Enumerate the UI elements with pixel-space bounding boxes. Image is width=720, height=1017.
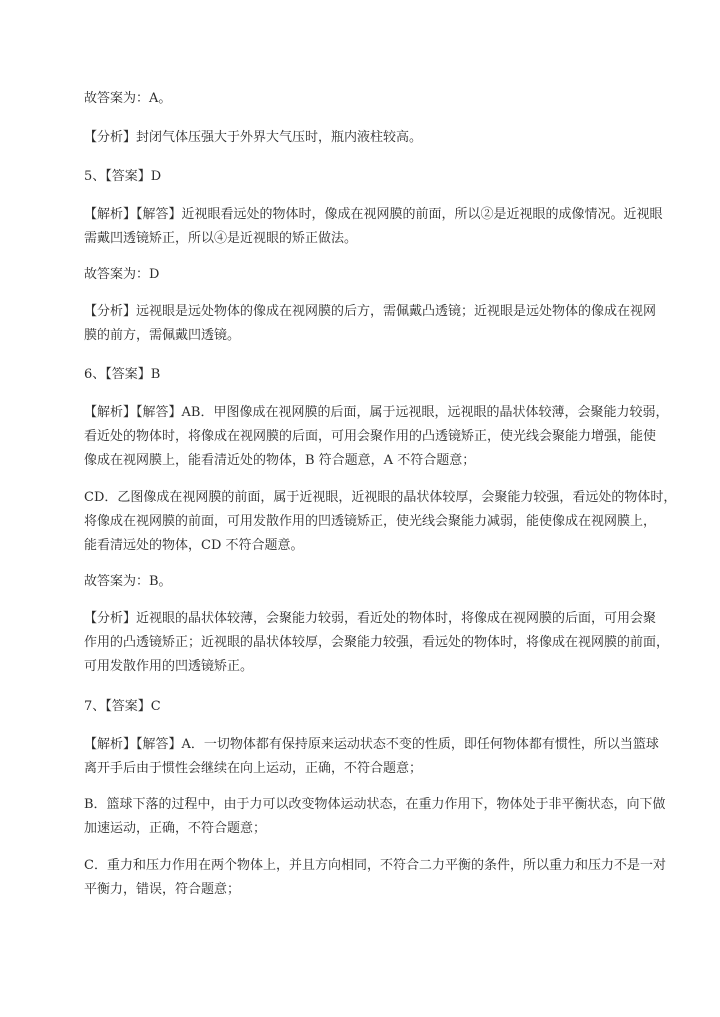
analysis-paragraph: [84, 300, 684, 348]
question-answer-heading: [84, 695, 684, 719]
text-line: 作用的凸透镜矫正；近视眼的晶状体较厚，会聚能力较强，看远处的物体时，将像成在视网膜的前面，: [84, 635, 670, 650]
solution-paragraph: [84, 401, 684, 473]
text-line: 离开手后由于惯性会继续在向上运动，正确，不符合题意；: [84, 761, 423, 776]
solution-paragraph: [84, 486, 684, 558]
solution-paragraph: [84, 203, 684, 251]
analysis-paragraph: [84, 126, 684, 150]
text-line: 故答案为：B。: [84, 574, 172, 589]
text-line: 【解析】【解答】近视眼看远处的物体时，像成在视网膜的前面，所以②是近视眼的成像情况。近视眼: [84, 207, 663, 222]
text-line: 故答案为：A。: [84, 91, 172, 106]
text-line: 【分析】近视眼的晶状体较薄，会聚能力较弱，看近处的物体时，将像成在视网膜的后面，可用会聚: [84, 611, 657, 626]
solution-paragraph: [84, 793, 684, 841]
answer-line: [84, 87, 684, 111]
question-answer-heading: [84, 165, 684, 189]
text-line: 5、【答案】D: [84, 169, 162, 184]
text-line: 【分析】远视眼是远处物体的像成在视网膜的后方，需佩戴凸透镜；近视眼是远处物体的像成在视网: [84, 304, 657, 319]
text-line: 故答案为：D: [84, 267, 160, 282]
text-line: 能看清远处的物体，CD 不符合题意。: [84, 538, 304, 553]
analysis-paragraph: [84, 607, 684, 679]
text-line: 平衡力，错误，符合题意；: [84, 882, 241, 897]
text-line: 【解析】【解答】AB．甲图像成在视网膜的后面，属于远视眼，远视眼的晶状体较薄，会聚能力较弱，: [84, 405, 669, 420]
text-line: 6、【答案】B: [84, 367, 161, 382]
text-line: 7、【答案】C: [84, 699, 161, 714]
question-answer-heading: [84, 363, 684, 387]
text-line: 膜的前方，需佩戴凹透镜。: [84, 328, 241, 343]
solution-paragraph: [84, 733, 684, 781]
text-line: 将像成在视网膜的前面，可用发散作用的凹透镜矫正，使光线会聚能力减弱，能使像成在视网膜上，: [84, 514, 657, 529]
text-line: 需戴凹透镜矫正，所以④是近视眼的矫正做法。: [84, 231, 358, 246]
text-line: 【分析】封闭气体压强大于外界大气压时，瓶内液柱较高。: [84, 130, 423, 145]
text-line: CD．乙图像成在视网膜的前面，属于近视眼，近视眼的晶状体较厚，会聚能力较强，看远处的物体时，: [84, 490, 677, 505]
text-line: 【解析】【解答】A．一切物体都有保持原来运动状态不变的性质，即任何物体都有惯性，所以当篮球: [84, 737, 659, 752]
text-line: 像成在视网膜上，能看清近处的物体，B 符合题意，A 不符合题意；: [84, 453, 476, 468]
answer-line: [84, 570, 684, 594]
text-line: B．篮球下落的过程中，由于力可以改变物体运动状态，在重力作用下，物体处于非平衡状态，向下做: [84, 797, 666, 812]
text-line: 可用发散作用的凹透镜矫正。: [84, 659, 254, 674]
solution-paragraph: [84, 854, 684, 902]
text-line: 看近处的物体时，将像成在视网膜的后面，可用会聚作用的凸透镜矫正，使光线会聚能力增强，能使: [84, 429, 657, 444]
text-line: 加速运动，正确，不符合题意；: [84, 821, 267, 836]
answer-line: [84, 263, 684, 287]
text-line: C．重力和压力作用在两个物体上，并且方向相同，不符合二力平衡的条件，所以重力和压力不是一对: [84, 858, 666, 873]
